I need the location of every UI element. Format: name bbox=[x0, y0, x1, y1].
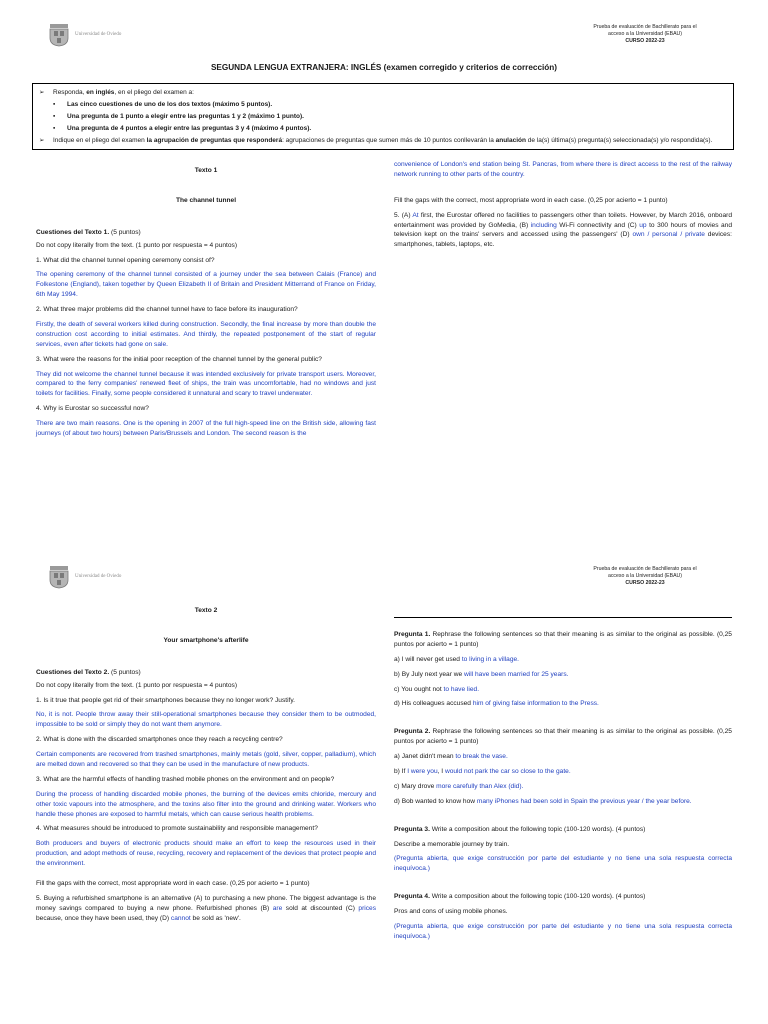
text-2-question-3: 3. What are the harmful effects of handling trashed mobile phones on the environment and on people? bbox=[36, 775, 335, 783]
header-curso: CURSO 2022-23 bbox=[625, 580, 665, 587]
university-crest-icon bbox=[48, 565, 70, 589]
arrow-bullet-icon: ➢ bbox=[39, 137, 45, 145]
instructions-box bbox=[32, 83, 734, 150]
exam-header-info bbox=[570, 566, 720, 587]
exam-header-info bbox=[570, 24, 720, 45]
pregunta-3-note: (Pregunta abierta, que exige construcción por parte del estudiante y no tiene una sola respuesta correcta inequívoca.) bbox=[394, 855, 732, 873]
header-curso: CURSO 2022-23 bbox=[625, 38, 665, 45]
text-2-title: Your smartphone's afterlife bbox=[163, 636, 249, 644]
text-2-question-1: 1. Is it true that people get rid of their smartphones because they no longer work? Justify. bbox=[36, 696, 296, 704]
logo-text: Universidad de Oviedo bbox=[75, 32, 122, 38]
pregunta-1-item-a: a) I will never get used to living in a village. bbox=[394, 655, 519, 663]
text-1-answer-4-continued: convenience of London's end station being St. Pancras, from where there is direct access to the rest of the railway network running to other parts of the country. bbox=[394, 161, 732, 178]
text-1-answer-3: They did not welcome the channel tunnel because it was intended exclusively for private transport users. Moreover, compared to the ferry companies' renewed fleet of ships, the train was uncomfortable, had no windows and just toilets for facilities. Finally, some people considered it unnatural and scary to travel underwater. bbox=[36, 370, 376, 398]
university-logo bbox=[48, 22, 134, 48]
instruction-1: ➢ Responda, en inglés, en el pliego del examen a: bbox=[39, 87, 727, 99]
text-2-label: Texto 2 bbox=[194, 607, 218, 614]
text-1-title: The channel tunnel bbox=[175, 196, 237, 204]
pregunta-2-item-c: c) Mary drove more carefully than Alex (did). bbox=[394, 782, 524, 790]
pregunta-1-item-d: d) His colleagues accused him of giving false information to the Press. bbox=[394, 700, 599, 708]
text-1-question-1: 1. What did the channel tunnel opening ceremony consist of? bbox=[36, 256, 215, 264]
text-1-gaps-instruction: Fill the gaps with the correct, most appropriate word in each case. (0,25 por acierto = 1 punto) bbox=[394, 196, 668, 204]
header-line-2: acceso a la Universidad (EBAU) bbox=[607, 31, 683, 38]
pregunta-1-item-b: b) By July next year we will have been married for 25 years. bbox=[394, 670, 569, 678]
text-2-answer-3: During the process of handling discarded mobile phones, the burning of the devices emits chloride, mercury and other toxic vapours into the atmosphere, and the toxins also filter into the ground and drinking water. Workers who handle these phones are exposed to harmful metals, which can cause serious health problems. bbox=[36, 790, 376, 818]
preguntas-column bbox=[394, 617, 732, 947]
text-2-answer-4: Both producers and buyers of electronic products should make an effort to keep the resources used in their production, and adopt methods of reuse, recycling, recovery and replacement of the devices that protect people and the environment. bbox=[36, 840, 376, 868]
instruction-sub-3: ▪ Una pregunta de 4 puntos a elegir entre las preguntas 3 y 4 (máximo 4 puntos). bbox=[39, 123, 727, 135]
text-2-gaps-instruction: Fill the gaps with the correct, most appropriate word in each case. (0,25 por acierto = 1 punto) bbox=[36, 880, 310, 888]
text-1-questions-heading: Cuestiones del Texto 1. (5 puntos) bbox=[36, 228, 141, 236]
text-1-question-5: 5. (A) At first, the Eurostar offered no facilities to passengers other than toilets. However, by March 2016, onboard entertainment was provided by GoMedia, (B) including Wi-Fi connectivity and (C) up to 300 hours of movies and television kept on the trains' servers and accessed using the passengers' (D) own / personal / private devices: smartphones, tablets, laptops, etc. bbox=[394, 211, 732, 249]
pregunta-3-statement: Pregunta 3. Write a composition about the following topic (100-120 words). (4 puntos) bbox=[394, 825, 646, 833]
text-1-answer-4: There are two main reasons. One is the opening in 2007 of the full high-speed line on the British side, allowing fast journeys (of about two hours) between Paris/Brussels and London. The second reason is the bbox=[36, 420, 376, 438]
pregunta-1-item-c: c) You ought not to have lied. bbox=[394, 685, 480, 693]
pregunta-4-note: (Pregunta abierta, que exige construcción por parte del estudiante y no tiene una sola respuesta correcta inequívoca.) bbox=[394, 923, 732, 940]
text-1-question-3: 3. What were the reasons for the initial poor reception of the channel tunnel by the general public? bbox=[36, 355, 322, 363]
exam-title: SEGUNDA LENGUA EXTRANJERA: INGLÉS (examen corregido y criterios de corrección) bbox=[210, 63, 558, 72]
text-2-questions-heading: Cuestiones del Texto 2. (5 puntos) bbox=[36, 668, 141, 676]
header-line-1: Prueba de evaluación de Bachillerato para el bbox=[593, 566, 697, 572]
text-1-answer-2: Firstly, the death of several workers killed during construction. Secondly, the final increase by more than double the construction cost according to initial estimates. And thirdly, the repeated postponement of the start of regular services, even after tickets had gone on sale. bbox=[36, 321, 376, 348]
section-divider bbox=[394, 617, 732, 618]
pregunta-4-topic: Pros and cons of using mobile phones. bbox=[394, 908, 508, 916]
text-2-note: Do not copy literally from the text. (1 punto por respuesta = 4 puntos) bbox=[36, 681, 238, 689]
text-1-label: Texto 1 bbox=[194, 167, 218, 174]
instruction-sub-1: ▪ Las cinco cuestiones de uno de los dos textos (máximo 5 puntos). bbox=[39, 99, 727, 111]
arrow-bullet-icon: ➢ bbox=[39, 89, 45, 96]
square-bullet-icon: ▪ bbox=[53, 101, 56, 109]
text-1-question-2: 2. What three major problems did the channel tunnel have to face before its inauguration? bbox=[36, 306, 298, 314]
university-logo bbox=[48, 564, 134, 590]
square-bullet-icon: ▪ bbox=[53, 113, 56, 121]
pregunta-2-item-d: d) Bob wanted to know how many iPhones had been sold in Spain the previous year / the year before. bbox=[394, 797, 692, 805]
text-1-answer-1: The opening ceremony of the channel tunnel consisted of a journey under the sea between Calais (France) and Folkestone (England), taken together by Queen Elizabeth II of Britain and President Mitterrand of France on Friday, 6th May 1994. bbox=[36, 271, 376, 299]
text-2-column bbox=[36, 606, 376, 929]
text-2-question-2: 2. What is done with the discarded smartphones once they reach a recycling centre? bbox=[36, 736, 283, 744]
text-2-answer-2: Certain components are recovered from trashed smartphones, mainly metals (gold, silver, copper, palladium), which are melted down and recovered so that they can be used in the manufacture of new products. bbox=[36, 751, 376, 769]
text-1-continued-column bbox=[394, 160, 732, 255]
exam-page-1 bbox=[0, 0, 768, 500]
text-1-question-4: 4. Why is Eurostar so successful now? bbox=[36, 405, 149, 413]
pregunta-2-item-a: a) Janet didn't mean to break the vase. bbox=[394, 753, 508, 761]
text-2-answer-1: No, it is not. People throw away their still-operational smartphones because they consider them to be outmoded, impossible to be sold or simply they do not want them anymore. bbox=[36, 711, 376, 729]
text-2-question-4: 4. What measures should be introduced to promote sustainability and responsible management? bbox=[36, 825, 318, 833]
pregunta-1-statement: Pregunta 1. Rephrase the following sentences so that their meaning is as similar to the original as possible. (0,25 puntos por acierto = 1 punto) bbox=[394, 631, 732, 648]
exam-page-2 bbox=[0, 548, 768, 1024]
text-2-question-5: 5. Buying a refurbished smartphone is an alternative (A) to purchasing a new phone. The biggest advantage is the money savings compared to buying a new phone. Refurbished phones (B) are sold at discounted (C) prices because, once they have been used, they (D) cannot be sold as 'new'. bbox=[36, 894, 376, 922]
square-bullet-icon: ▪ bbox=[53, 125, 56, 133]
text-1-note: Do not copy literally from the text. (1 punto por respuesta = 4 puntos) bbox=[36, 241, 238, 249]
pregunta-4-statement: Pregunta 4. Write a composition about the following topic (100-120 words). (4 puntos) bbox=[394, 893, 646, 901]
header-line-1: Prueba de evaluación de Bachillerato para el bbox=[593, 24, 697, 30]
text-1-column bbox=[36, 166, 376, 444]
pregunta-3-topic: Describe a memorable journey by train. bbox=[394, 840, 510, 848]
instruction-2: ➢ Indique en el pliego del examen la agrupación de preguntas que responderá: agrupaciones de preguntas que sumen más de 10 puntos conllevarán la anulación de la(s) última(s) pregunta(s) seleccionada(s) y/o respondida(s). bbox=[39, 135, 727, 147]
pregunta-2-item-b: b) If I were you, I would not park the car so close to the gate. bbox=[394, 768, 571, 776]
header-line-2: acceso a la Universidad (EBAU) bbox=[607, 573, 683, 580]
university-crest-icon bbox=[48, 23, 70, 47]
logo-text: Universidad de Oviedo bbox=[75, 574, 122, 580]
pregunta-2-statement: Pregunta 2. Rephrase the following sentences so that their meaning is as similar to the original as possible. (0,25 puntos por acierto = 1 punto) bbox=[394, 728, 732, 746]
instruction-sub-2: ▪ Una pregunta de 1 punto a elegir entre las preguntas 1 y 2 (máximo 1 punto). bbox=[39, 111, 727, 123]
